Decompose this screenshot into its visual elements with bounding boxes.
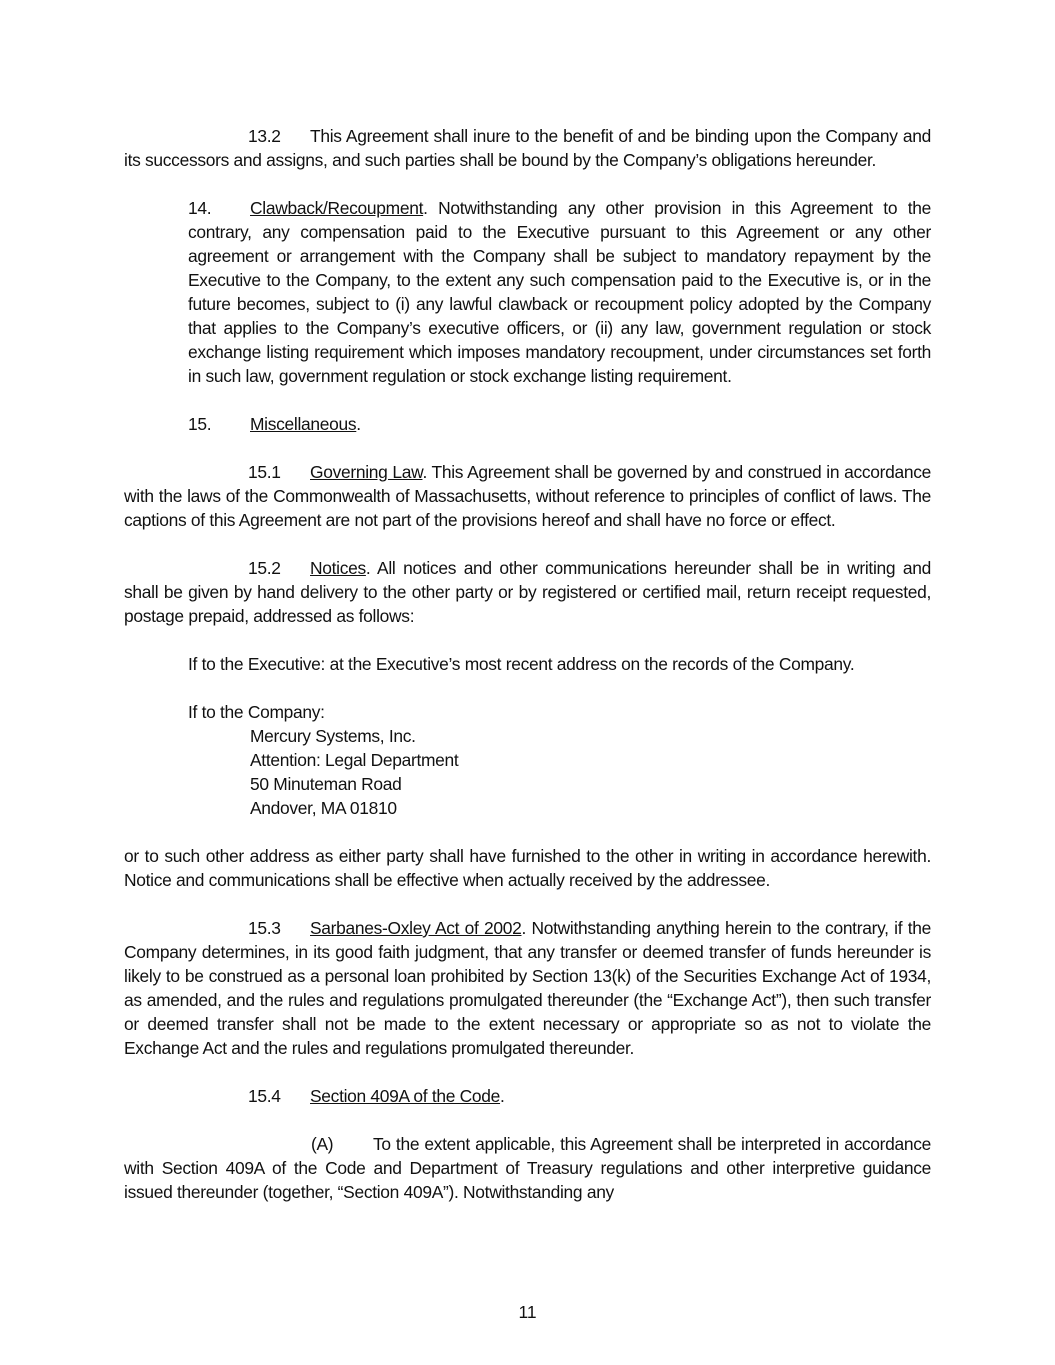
section-text: This Agreement shall inure to the benefit of and be binding upon the Company and its successors and assigns, and such parties shall be bound by the Company’s obligations hereunder. (124, 126, 931, 170)
section-14 (124, 196, 931, 388)
section-13-2 (124, 124, 931, 172)
address-line-street: 50 Minuteman Road (250, 774, 402, 794)
section-heading: Governing Law (310, 462, 423, 482)
section-15-1 (124, 460, 931, 532)
heading-suffix: . (500, 1086, 505, 1106)
section-number: 15.1 (248, 462, 281, 482)
section-number: 13.2 (248, 126, 281, 146)
document-page (124, 124, 931, 1204)
section-number: 15.4 (248, 1086, 281, 1106)
section-15-2 (124, 556, 931, 628)
section-text: . Notwithstanding anything herein to the contrary, if the Company determines, in its good faith judgment, that any transfer or deemed transfer of funds hereunder is likely to be construed as a personal loan prohibited by Section 13(k) of the Securities Exchange Act of 1934, as amended, and the rules and regulations promulgated thereunder (the “Exchange Act”), then such transfer or deemed transfer shall not be made to the extent necessary or appropriate so as not to violate the Exchange Act and the rules and regulations promulgated thereunder. (124, 918, 931, 1058)
section-number: 15. (188, 414, 212, 434)
section-number: 14. (188, 198, 212, 218)
company-label: If to the Company: (188, 702, 325, 722)
page-number: 11 (518, 1302, 537, 1322)
section-15 (124, 412, 931, 436)
notice-executive-line: If to the Executive: at the Executive’s most recent address on the records of the Company. (188, 654, 855, 674)
section-number: 15.3 (248, 918, 281, 938)
section-heading: Section 409A of the Code (310, 1086, 501, 1106)
section-15-4 (124, 1084, 931, 1108)
section-15-4-a (124, 1132, 931, 1204)
section-text: . This Agreement shall be governed by and construed in accordance with the laws of the Commonwealth of Massachusetts, without reference to principles of conflict of laws. The captions of this Agreement are not part of the provisions hereof and shall have no force or effect. (124, 462, 931, 530)
section-heading: Clawback/Recoupment (250, 198, 424, 218)
section-text: . Notwithstanding any other provision in this Agreement to the contrary, any compensation paid to the Executive pursuant to this Agreement or any other agreement or arrangement with the Company shall be subject to mandatory repayment by the Executive to the Company, to the extent any such compensation paid to the Executive is, or in the future becomes, subject to (i) any lawful clawback or recoupment policy adopted by the Company that applies to the Company’s executive officers, or (ii) any law, government regulation or stock exchange listing requirement which imposes mandatory recoupment, under circumstances set forth in such law, government regulation or stock exchange listing requirement. (188, 198, 931, 386)
section-heading: Sarbanes-Oxley Act of 2002 (310, 918, 522, 938)
section-heading: Notices (310, 558, 366, 578)
section-15-3 (124, 916, 931, 1060)
company-address (188, 724, 931, 820)
company-notice-block (124, 700, 931, 820)
address-line-attention: Attention: Legal Department (250, 750, 459, 770)
section-heading: Miscellaneous (250, 414, 357, 434)
heading-suffix: . (356, 414, 361, 434)
section-text: To the extent applicable, this Agreement shall be interpreted in accordance with Section 409A of the Code and Department of Treasury regulations and other interpretive guidance issued thereunder (together, “Section 409A”). Notwithstanding any (124, 1134, 931, 1202)
section-text: . All notices and other communications hereunder shall be in writing and shall be given by hand delivery to the other party or by registered or certified mail, return receipt requested, postage prepaid, addressed as follows: (124, 558, 931, 626)
address-line-company: Mercury Systems, Inc. (250, 726, 416, 746)
section-number: (A) (311, 1134, 334, 1154)
section-number: 15.2 (248, 558, 281, 578)
address-line-city: Andover, MA 01810 (250, 798, 397, 818)
notice-closing: or to such other address as either party shall have furnished to the other in writing in accordance herewith. Notice and communications shall be effective when actually received by the addressee. (124, 846, 931, 890)
